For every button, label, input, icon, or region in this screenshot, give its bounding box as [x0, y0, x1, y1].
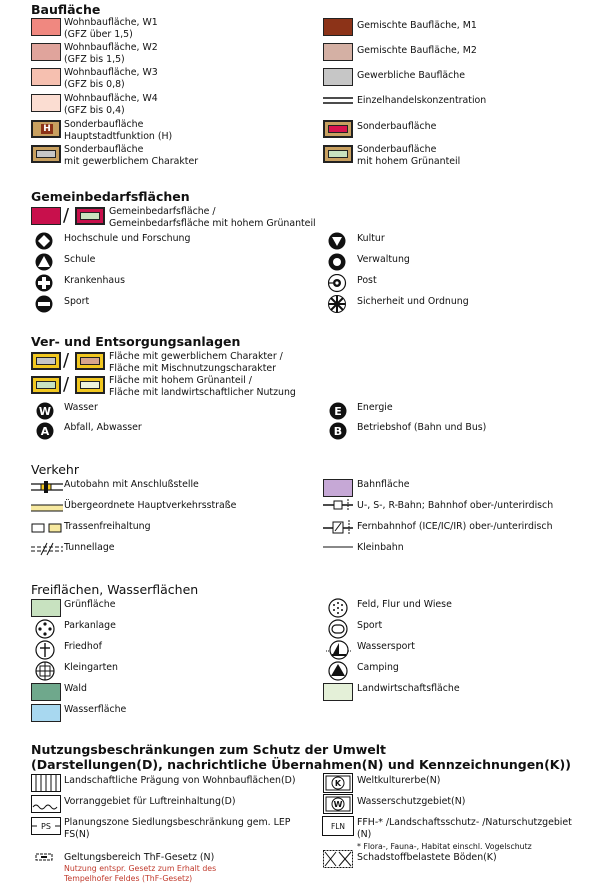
- wassersport-icon: [326, 640, 352, 660]
- tunnel-dashed-icon: [31, 542, 63, 556]
- legend-sport-frei: Sport: [357, 620, 383, 631]
- legend-wassersport: Wassersport: [357, 641, 415, 652]
- legend-landschaft: Landschaftliche Prägung von Wohnbauflächen(D): [64, 775, 296, 786]
- legend-ubahn: U-, S-, R-Bahn; Bahnhof ober-/unterirdisch: [357, 500, 554, 511]
- hochschule-diamond-icon: [35, 232, 65, 252]
- svg-text:K: K: [334, 779, 342, 788]
- fernbahnhof-line-icon: [323, 517, 353, 535]
- swatch-gemeinbedarf-gruen: [75, 207, 105, 225]
- weltkulturerbe-icon: [323, 773, 353, 793]
- legend-wasserschutz: Wasserschutzgebiet(N): [357, 796, 466, 807]
- legend-post: Post: [357, 275, 377, 286]
- svg-text:W: W: [333, 800, 343, 809]
- legend-krankenhaus: Krankenhaus: [64, 275, 126, 286]
- legend-w3: Wohnbaufläche, W3 (GFZ bis 0,8): [64, 67, 158, 91]
- kultur-triangle-down-icon: [328, 232, 358, 252]
- legend-wasser: Wasser: [64, 402, 98, 413]
- sport-halfmoon-icon: [35, 295, 65, 315]
- feld-dotted-icon: [328, 598, 358, 618]
- heading-ver-entsorgung: Ver- und Entsorgungsanlagen: [31, 334, 241, 349]
- legend-ver-r2: Fläche mit hohem Grünanteil / Fläche mit landwirtschaftlicher Nutzung: [109, 375, 296, 399]
- legend-m2: Gemischte Baufläche, M2: [357, 45, 477, 56]
- verwaltung-ring-icon: [328, 253, 358, 273]
- hauptstrasse-line-icon: [31, 502, 63, 514]
- park-dots-icon: [35, 619, 65, 639]
- legend-sicherheit: Sicherheit und Ordnung: [357, 296, 469, 307]
- wasser-w-icon: [36, 402, 66, 422]
- legend-hauptstrasse: Übergeordnete Hauptverkehrsstraße: [64, 500, 237, 511]
- swatch-sonder-gewerbe: [31, 145, 61, 163]
- legend-gruenflaeche: Grünfläche: [64, 599, 116, 610]
- legend-ffh: FFH-* /Landschaftsschutz- /Naturschutzgebiet (N) * Flora-, Fauna-, Habitat einschl. Vogelschutz: [357, 817, 572, 851]
- legend-wald: Wald: [64, 683, 87, 694]
- swatch-gruenflaeche: [31, 599, 61, 617]
- legend-trasse: Trassenfreihaltung: [64, 521, 151, 532]
- abfall-a-icon: [36, 422, 66, 442]
- heading-bauflaeche: Baufläche: [31, 2, 101, 17]
- swatch-gemeinbedarf: [31, 207, 61, 225]
- autobahn-line-icon: [31, 480, 63, 494]
- swatch-ver-gewerbe: [31, 352, 61, 370]
- legend-kleingarten: Kleingarten: [64, 662, 119, 673]
- legend-sport: Sport: [64, 296, 90, 307]
- kleingarten-grid-icon: [35, 661, 65, 681]
- legend-sonder-gewerbe: Sonderbaufläche mit gewerblichem Charakter: [64, 144, 199, 168]
- swatch-bahnflaeche: [323, 479, 353, 497]
- legend-thf: Geltungsbereich ThF-Gesetz (N) Nutzung entspr. Gesetz zum Erhalt des Tempelhofer Feldes (ThF-Gesetz): [64, 852, 217, 883]
- thf-boundary-icon: [35, 851, 55, 863]
- legend-wasserflaeche: Wasserfläche: [64, 704, 127, 715]
- legend-w4: Wohnbaufläche, W4 (GFZ bis 0,4): [64, 93, 158, 117]
- swatch-gewerbe: [323, 68, 353, 86]
- legend-abfall: Abfall, Abwasser: [64, 422, 142, 433]
- legend-sonder-gruen: Sonderbaufläche mit hohem Grünanteil: [357, 144, 461, 168]
- legend-hochschule: Hochschule und Forschung: [64, 233, 191, 244]
- legend-bahnflaeche: Bahnfläche: [357, 479, 410, 490]
- legend-energie: Energie: [357, 402, 393, 413]
- friedhof-cross-icon: [35, 640, 65, 660]
- legend-fernbahnhof: Fernbahnhof (ICE/IC/IR) ober-/unterirdisch: [357, 521, 553, 532]
- slash-separator: /: [63, 374, 70, 395]
- legend-verwaltung: Verwaltung: [357, 254, 410, 265]
- landschaft-hatch-icon: [31, 774, 61, 792]
- swatch-m1: [323, 18, 353, 36]
- swatch-landwirtschaft: [323, 683, 353, 701]
- legend-m1: Gemischte Baufläche, M1: [357, 20, 477, 31]
- legend-w1: Wohnbaufläche, W1 (GFZ über 1,5): [64, 17, 158, 41]
- schadstoff-cross-icon: [323, 850, 353, 868]
- legend-kultur: Kultur: [357, 233, 385, 244]
- hauptstadt-h-icon: H: [41, 124, 53, 134]
- schule-triangle-icon: [35, 253, 65, 273]
- legend-ver-r1: Fläche mit gewerblichem Charakter / Fläche mit Mischnutzungscharakter: [109, 351, 283, 375]
- swatch-ver-landw: [75, 376, 105, 394]
- legend-feld: Feld, Flur und Wiese: [357, 599, 452, 610]
- swatch-ver-misch: [75, 352, 105, 370]
- legend-kleinbahn: Kleinbahn: [357, 542, 404, 553]
- legend-autobahn: Autobahn mit Anschlußstelle: [64, 479, 199, 490]
- kleinbahn-line-icon: [323, 543, 353, 551]
- swatch-ver-gruen: [31, 376, 61, 394]
- sicherheit-star-icon: [328, 295, 358, 315]
- legend-schadstoff: Schadstoffbelastete Böden(K): [357, 852, 497, 863]
- wasserschutz-icon: [323, 794, 353, 814]
- legend-ps: Planungszone Siedlungsbeschränkung gem. LEP FS(N): [64, 817, 291, 841]
- legend-landwirtschaft: Landwirtschaftsfläche: [357, 683, 460, 694]
- legend-betriebshof: Betriebshof (Bahn und Bus): [357, 422, 487, 433]
- svg-text:B: B: [333, 425, 343, 438]
- svg-text:A: A: [40, 425, 50, 438]
- sport-oval-icon: [328, 619, 358, 639]
- legend-park: Parkanlage: [64, 620, 116, 631]
- legend-schule: Schule: [64, 254, 96, 265]
- swatch-w4: [31, 94, 61, 112]
- slash-separator: /: [63, 205, 70, 226]
- legend-gewerbe: Gewerbliche Baufläche: [357, 70, 465, 81]
- energie-e-icon: [329, 402, 359, 422]
- svg-text:PS: PS: [41, 822, 51, 831]
- legend-tunnel: Tunnellage: [64, 542, 115, 553]
- svg-text:W: W: [38, 405, 52, 418]
- legend-friedhof: Friedhof: [64, 641, 102, 652]
- legend-camping: Camping: [357, 662, 399, 673]
- heading-freiflaechen: Freiflächen, Wasserflächen: [31, 582, 199, 597]
- swatch-sonder-gruen: [323, 145, 353, 163]
- camping-tent-icon: [328, 661, 358, 681]
- svg-text:E: E: [334, 405, 342, 418]
- legend-w2: Wohnbaufläche, W2 (GFZ bis 1,5): [64, 42, 158, 66]
- legend-weltkulturerbe: Weltkulturerbe(N): [357, 775, 441, 786]
- swatch-w3: [31, 68, 61, 86]
- ffh-schutz-icon: [322, 816, 354, 836]
- ubahn-line-icon: [323, 496, 353, 512]
- legend-luft: Vorranggebiet für Luftreinhaltung(D): [64, 796, 236, 807]
- legend-gemeinbedarf: Gemeinbedarfsfläche / Gemeinbedarfsfläche mit hohem Grünanteil: [109, 206, 316, 230]
- swatch-wald: [31, 683, 61, 701]
- ps-zone-icon: [31, 817, 61, 835]
- swatch-w1: [31, 18, 61, 36]
- krankenhaus-cross-icon: [35, 274, 65, 294]
- trasse-dashed-icon: [31, 522, 63, 534]
- slash-separator: /: [63, 350, 70, 371]
- heading-nutzungsbeschraenkungen: Nutzungsbeschränkungen zum Schutz der Umwelt (Darstellungen(D), nachrichtliche Übernahmen(N) und Kennzeichnungen(K)): [31, 742, 571, 772]
- legend-sonder: Sonderbaufläche: [357, 121, 437, 132]
- swatch-w2: [31, 43, 61, 61]
- swatch-m2: [323, 43, 353, 61]
- svg-text:FLN: FLN: [330, 822, 346, 831]
- post-horn-icon: [328, 274, 358, 294]
- swatch-sonder: [323, 120, 353, 138]
- heading-gemeinbedarf: Gemeinbedarfsflächen: [31, 189, 190, 204]
- betriebshof-b-icon: [329, 422, 359, 442]
- heading-verkehr: Verkehr: [31, 462, 79, 477]
- legend-sonder-hauptstadt: Sonderbaufläche Hauptstadtfunktion (H): [64, 119, 173, 143]
- swatch-wasserflaeche: [31, 704, 61, 722]
- luft-wave-icon: [31, 795, 61, 813]
- swatch-sonder-hauptstadt: [31, 120, 61, 138]
- legend-einzelhandel: Einzelhandelskonzentration: [357, 95, 487, 106]
- einzelhandel-line-icon: [323, 94, 353, 108]
